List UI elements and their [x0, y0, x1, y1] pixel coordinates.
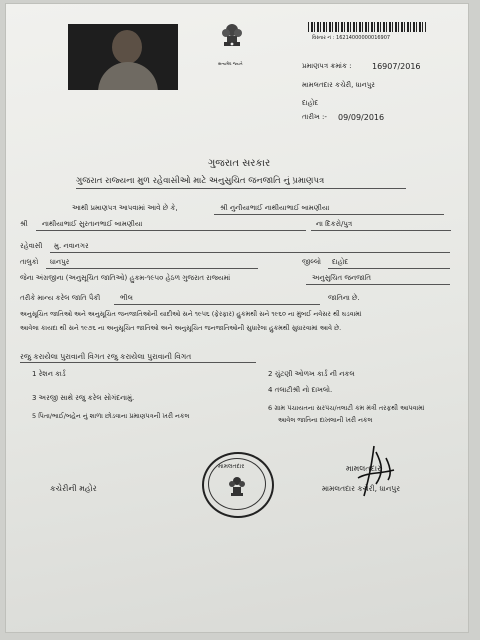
doc-item-6-cont: આવેલ જાતિના દાખલાની ખરી નકલ [278, 416, 373, 424]
body-line-2: આવેલા કાયદા થી સને ૧૯૭૬ ના અનુસૂચિત જાતિઓ અને અનુસૂચિત જનજાતિઓની સુધારેલા હુકમથી સુધારવામાં આવે છે. [20, 324, 342, 332]
taluka-value: ધાનપુર [50, 258, 70, 266]
category-value: અનુસુચિત જનજાતિ [312, 274, 372, 282]
officer-office: મામલતદાર કચેરી, ધાનપુર [322, 484, 401, 493]
father-name: નાથીયાભાઈ સુરતાનભાઈ બામણીયા [42, 220, 143, 228]
office-seal-label: કચેરીની મહોર [50, 484, 97, 493]
district-value: દાહોદ [332, 258, 349, 266]
header-district: દાહોદ [302, 99, 319, 107]
category-line [306, 284, 450, 285]
caste-value: ભીલ [120, 294, 133, 302]
barcode [308, 22, 426, 32]
doc-item-1: 1 રેશન કાર્ડ [32, 370, 66, 378]
caste-suffix: જાતિના છે. [328, 294, 360, 302]
emblem-caption: સત્યમેવ જયતે [218, 61, 243, 66]
barcode-text: વિસ્તાર નં : 16214000000016907 [312, 35, 391, 41]
holder-name: શ્રી નુનીયાભાઈ નાથીયાભાઈ બામણીયા [220, 204, 330, 212]
taluka-label: તાલુકો [20, 258, 39, 266]
taluka-line [46, 268, 258, 269]
doc-item-2: 2 ચુંટણી ઓળખ કાર્ડ ની નકલ [268, 370, 355, 378]
residence-label: રહેવાસી [20, 242, 43, 250]
national-emblem-icon [218, 20, 246, 56]
documents-heading: રજુ કરાયેલા પુરાવાની વિગત રજુ કરાયેલા પુરાવાની વિગત [20, 352, 192, 361]
district-label: જીલ્લો [302, 258, 321, 266]
issue-date: 09/09/2016 [338, 113, 385, 122]
cert-no: 16907/2016 [372, 62, 421, 71]
recognized-text: તરીકે માન્ય કરેલ જાતિ પૈકી [20, 294, 101, 302]
shri-label: શ્રી [20, 220, 28, 228]
date-label: તારીખ :- [302, 113, 327, 121]
officer-title: મામલતદાર [346, 464, 382, 473]
residence-value: મુ. નવાનગર [54, 242, 89, 250]
doc-item-6: 6 ગ્રામ પંચાયતના સરપંચ/તલાટી કમ મંત્રી તરફથી આપવામાં [268, 404, 425, 412]
issue-text: આથી પ્રમાણપત્ર આપવામાં આવે છે કે, [72, 204, 178, 212]
body-line-1: અનુસૂચિત જાતિઓ અને અનુસૂચિત જનજાતિઓની યાદીઓ સને ૧૯૫૬ (ફેરફાર) હુકમથી સને ૧૯૬૦ ના મુંબઈ નવેસર થી ઘડવામાં [20, 310, 362, 318]
doc-item-3: 3 અરજી સાથે રજુ કરેલ સોગંદનામું. [32, 394, 135, 402]
stamp-text: મામલતદાર [218, 463, 245, 470]
residence-line [50, 252, 450, 253]
certificate-heading: ગુજરાત રાજ્યના મુળ રહેવાસીઓ માટે અનુસુચિત જનજાતિ નું પ્રમાણપત્ર [76, 176, 325, 186]
office-name: મામલતદાર કચેરી, ધાનપુર [302, 81, 375, 89]
caste-line [114, 304, 320, 305]
stamp-emblem-icon [228, 474, 246, 498]
government-title: ગુજરાત સરકાર [208, 158, 271, 169]
relation-text: ના દિકરો/પુત્ર [316, 220, 353, 228]
doc-item-5: 5 પિતા/ભાઈ/બહેન નું શાળા છોડવાના પ્રમાણપત્રની ખરી નકલ [32, 412, 190, 420]
father-name-line [36, 230, 306, 231]
notification-text: જેના અંગ્રજીના (અનુસૂચિત જાતિઓ) હુકમ-૧૯૫૦ હેઠળ ગુજરાત રાજ્યમાં [20, 274, 231, 282]
documents-heading-line [20, 362, 256, 363]
district-line [328, 268, 450, 269]
certificate-sheet [6, 4, 468, 632]
relation-line [311, 230, 451, 231]
holder-name-line [214, 214, 444, 215]
cert-no-label: પ્રમાણપત્ર ક્રમાંક : [302, 62, 352, 70]
holder-photo [68, 24, 178, 90]
heading-underline [76, 188, 406, 189]
office-stamp [202, 452, 274, 518]
doc-item-4: 4 તલાટીશ્રી નો દાખલો. [268, 386, 333, 394]
